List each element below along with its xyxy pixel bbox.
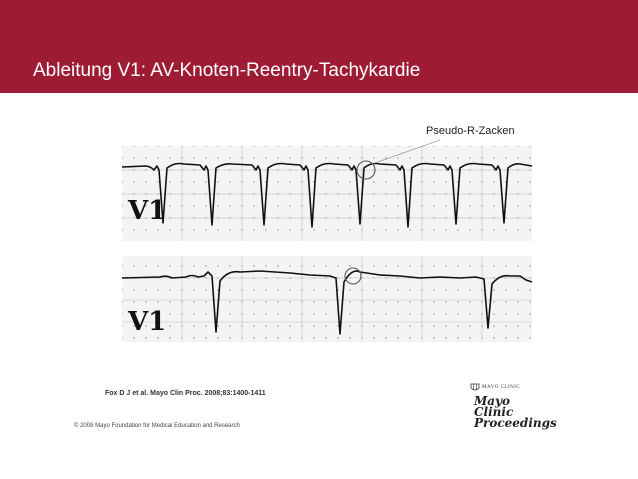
- journal-logo-line1: Mayo Clinic: [474, 394, 514, 419]
- ecg-strip-bottom: [122, 256, 532, 342]
- lead-label-top: V1: [128, 196, 167, 226]
- pseudo-r-annotation: Pseudo-R-Zacken: [426, 125, 515, 137]
- journal-logo: [474, 394, 557, 430]
- lead-label-bottom: V1: [128, 307, 167, 337]
- copyright-notice: © 2008 Mayo Foundation for Medical Education and Research: [74, 423, 240, 429]
- slide-title: Ableitung V1: AV-Knoten-Reentry-Tachykardie: [33, 60, 421, 81]
- mayo-clinic-wordmark: MAYO CLINIC: [482, 385, 521, 390]
- journal-logo-line2: Proceedings: [474, 416, 557, 430]
- citation: Fox D J et al. Mayo Clin Proc. 2008;83:1400-1411: [105, 390, 266, 397]
- ecg-strip-top: [122, 140, 532, 241]
- mayo-shield-icon: [470, 383, 480, 392]
